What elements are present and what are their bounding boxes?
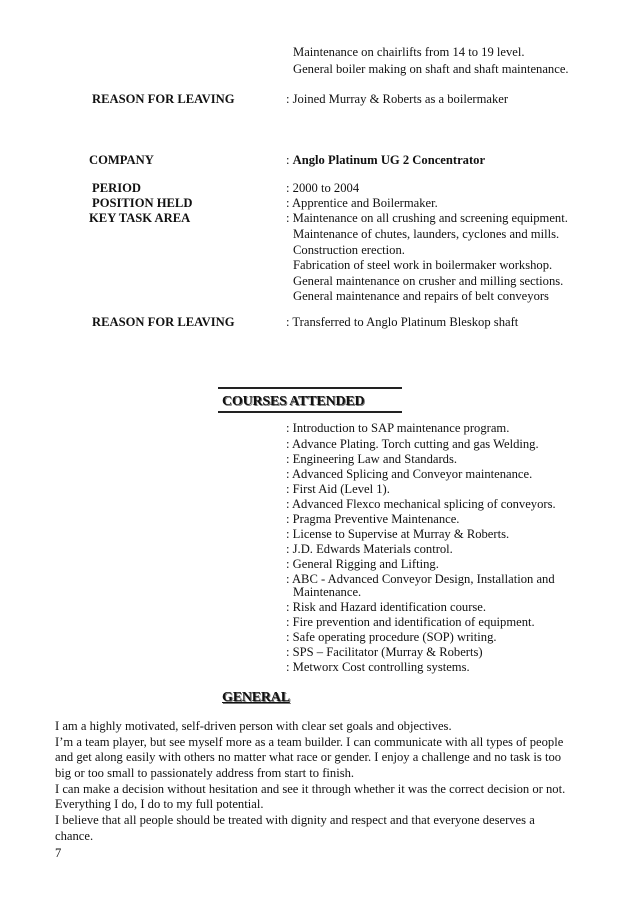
paragraph-line: chance. [55, 829, 94, 843]
course-item: : Safe operating procedure (SOP) writing. [286, 630, 497, 644]
reason-value: : Joined Murray & Roberts as a boilermaker [286, 92, 509, 106]
page-number: 7 [55, 846, 62, 860]
course-item: : Introduction to SAP maintenance program. [286, 421, 510, 435]
company-label: COMPANY [89, 153, 154, 167]
course-item: : License to Supervise at Murray & Roberts. [286, 527, 510, 541]
reason-label: REASON FOR LEAVING [92, 315, 235, 329]
task-line: General maintenance and repairs of belt conveyors [293, 289, 549, 303]
paragraph-line: Everything I do, I do to my full potential. [55, 797, 264, 811]
course-item: : Advanced Splicing and Conveyor maintenance. [286, 467, 533, 481]
course-item: : First Aid (Level 1). [286, 482, 390, 496]
period-label: PERIOD [92, 181, 141, 195]
task-line: General boiler making on shaft and shaft maintenance. [293, 62, 569, 76]
course-item: : General Rigging and Lifting. [286, 557, 439, 571]
company-value [286, 153, 485, 168]
course-item: : Pragma Preventive Maintenance. [286, 512, 460, 526]
position-value: : Apprentice and Boilermaker. [286, 196, 438, 210]
course-item: : Fire prevention and identification of equipment. [286, 615, 535, 629]
course-item: : Advance Plating. Torch cutting and gas Welding. [286, 437, 539, 451]
tasks-label: KEY TASK AREA [89, 211, 191, 225]
task-line: General maintenance on crusher and milling sections. [293, 274, 564, 288]
course-item: : Metworx Cost controlling systems. [286, 660, 470, 674]
paragraph-line: I’m a team player, but see myself more as a team builder. I can communicate with all types of people [55, 735, 564, 749]
paragraph-line: I am a highly motivated, self-driven person with clear set goals and objectives. [55, 719, 452, 733]
paragraph-line: I believe that all people should be treated with dignity and respect and that everyone deserves a [55, 813, 535, 827]
task-line: : Maintenance on all crushing and screening equipment. [286, 211, 568, 225]
course-item: Maintenance. [293, 585, 362, 599]
task-line: Fabrication of steel work in boilermaker workshop. [293, 258, 553, 272]
heading-rule-top [218, 387, 402, 389]
period-value: : 2000 to 2004 [286, 181, 360, 195]
reason-label: REASON FOR LEAVING [92, 92, 235, 106]
reason-value: : Transferred to Anglo Platinum Bleskop shaft [286, 315, 519, 329]
general-heading: GENERAL [222, 690, 290, 705]
courses-heading: COURSES ATTENDED [222, 394, 365, 409]
paragraph-line: big or too small to passionately address from start to finish. [55, 766, 355, 780]
course-item: : Engineering Law and Standards. [286, 452, 458, 466]
task-line: Maintenance of chutes, launders, cyclones and mills. [293, 227, 560, 241]
course-item: : Advanced Flexco mechanical splicing of conveyors. [286, 497, 556, 511]
paragraph-line: I can make a decision without hesitation and see it through whether it was the correct decision or not. [55, 782, 566, 796]
task-line: Maintenance on chairlifts from 14 to 19 level. [293, 45, 525, 59]
company-name: Anglo Platinum UG 2 Concentrator [292, 153, 486, 167]
task-line: Construction erection. [293, 243, 405, 257]
position-label: POSITION HELD [92, 196, 193, 210]
paragraph-line: and get along easily with others no matter what race or gender. I enjoy a challenge and no task is too [55, 750, 562, 764]
course-item: : J.D. Edwards Materials control. [286, 542, 453, 556]
heading-rule-bottom [218, 411, 402, 413]
course-item: : Risk and Hazard identification course. [286, 600, 487, 614]
company-prefix: : [286, 153, 293, 167]
course-item: : ABC - Advanced Conveyor Design, Installation and [286, 572, 555, 586]
course-item: : SPS – Facilitator (Murray & Roberts) [286, 645, 483, 659]
